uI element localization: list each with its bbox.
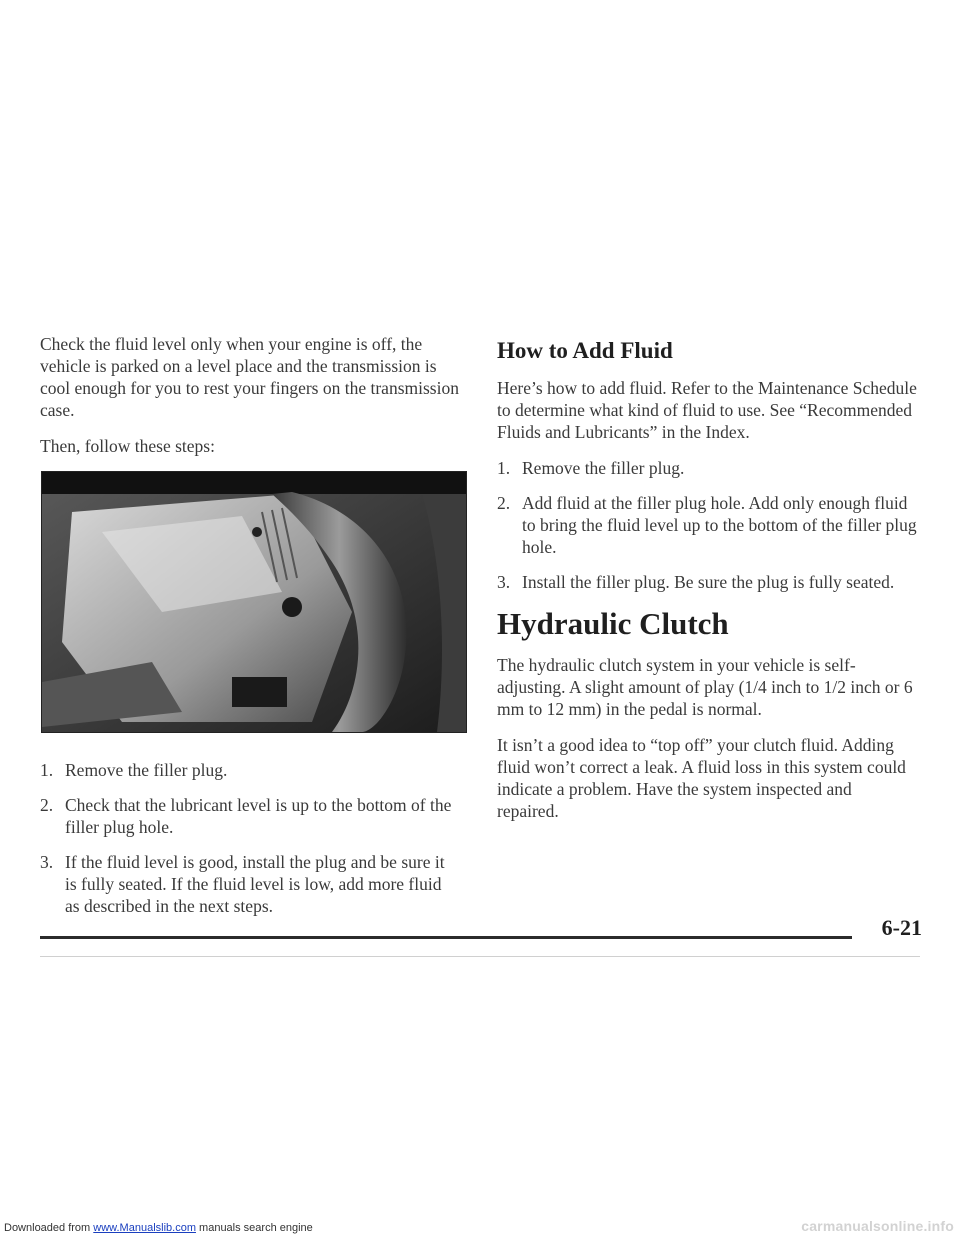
check-steps-list [40, 759, 460, 917]
hydraulic-clutch-heading: Hydraulic Clutch [497, 606, 729, 641]
list-item: 3. If the fluid level is good, install the plug and be sure it is fully seated. If the fluid level is low, add more fluid as described in the next steps. [40, 852, 445, 916]
right-column [497, 333, 917, 836]
list-item: 3. Install the filler plug. Be sure the plug is fully seated. [497, 572, 895, 592]
download-credit: Downloaded from www.Manualslib.com manuals search engine [4, 1222, 313, 1234]
add-fluid-intro: Here’s how to add fluid. Refer to the Maintenance Schedule to determine what kind of fluid to use. See “Recommended Fluids and Lubricants” in the Index. [497, 378, 917, 442]
transmission-photo [41, 471, 467, 733]
follow-steps-text: Then, follow these steps: [40, 436, 215, 456]
page-number: 6-21 [881, 915, 922, 940]
list-item: 2. Check that the lubricant level is up to the bottom of the filler plug hole. [40, 795, 452, 837]
clutch-paragraph-2: It isn’t a good idea to “top off” your clutch fluid. Adding fluid won’t correct a leak. A fluid loss in this system could indicate a problem. Have the system inspected and repaired. [497, 735, 906, 821]
footer-thin-rule [40, 956, 920, 957]
intro-paragraph: Check the fluid level only when your engine is off, the vehicle is parked on a level place and the transmission is cool enough for you to rest your fingers on the transmission case. [40, 334, 459, 420]
footer-rule [40, 936, 852, 939]
add-fluid-steps-list [497, 457, 917, 593]
manualslib-link[interactable]: www.Manualslib.com [93, 1222, 196, 1234]
how-to-add-fluid-heading: How to Add Fluid [497, 338, 673, 363]
list-item: 1. Remove the filler plug. [40, 760, 228, 780]
left-column [40, 333, 460, 930]
list-item: 2. Add fluid at the filler plug hole. Add only enough fluid to bring the fluid level up to the bottom of the filler plug hole. [497, 493, 917, 557]
watermark-text: carmanualsonline.info [801, 1218, 954, 1234]
transmission-photo-graphic [42, 472, 466, 732]
clutch-paragraph-1: The hydraulic clutch system in your vehicle is self-adjusting. A slight amount of play (1/4 inch to 1/2 inch or 6 mm to 12 mm) in the pedal is normal. [497, 655, 913, 719]
list-item: 1. Remove the filler plug. [497, 458, 685, 478]
